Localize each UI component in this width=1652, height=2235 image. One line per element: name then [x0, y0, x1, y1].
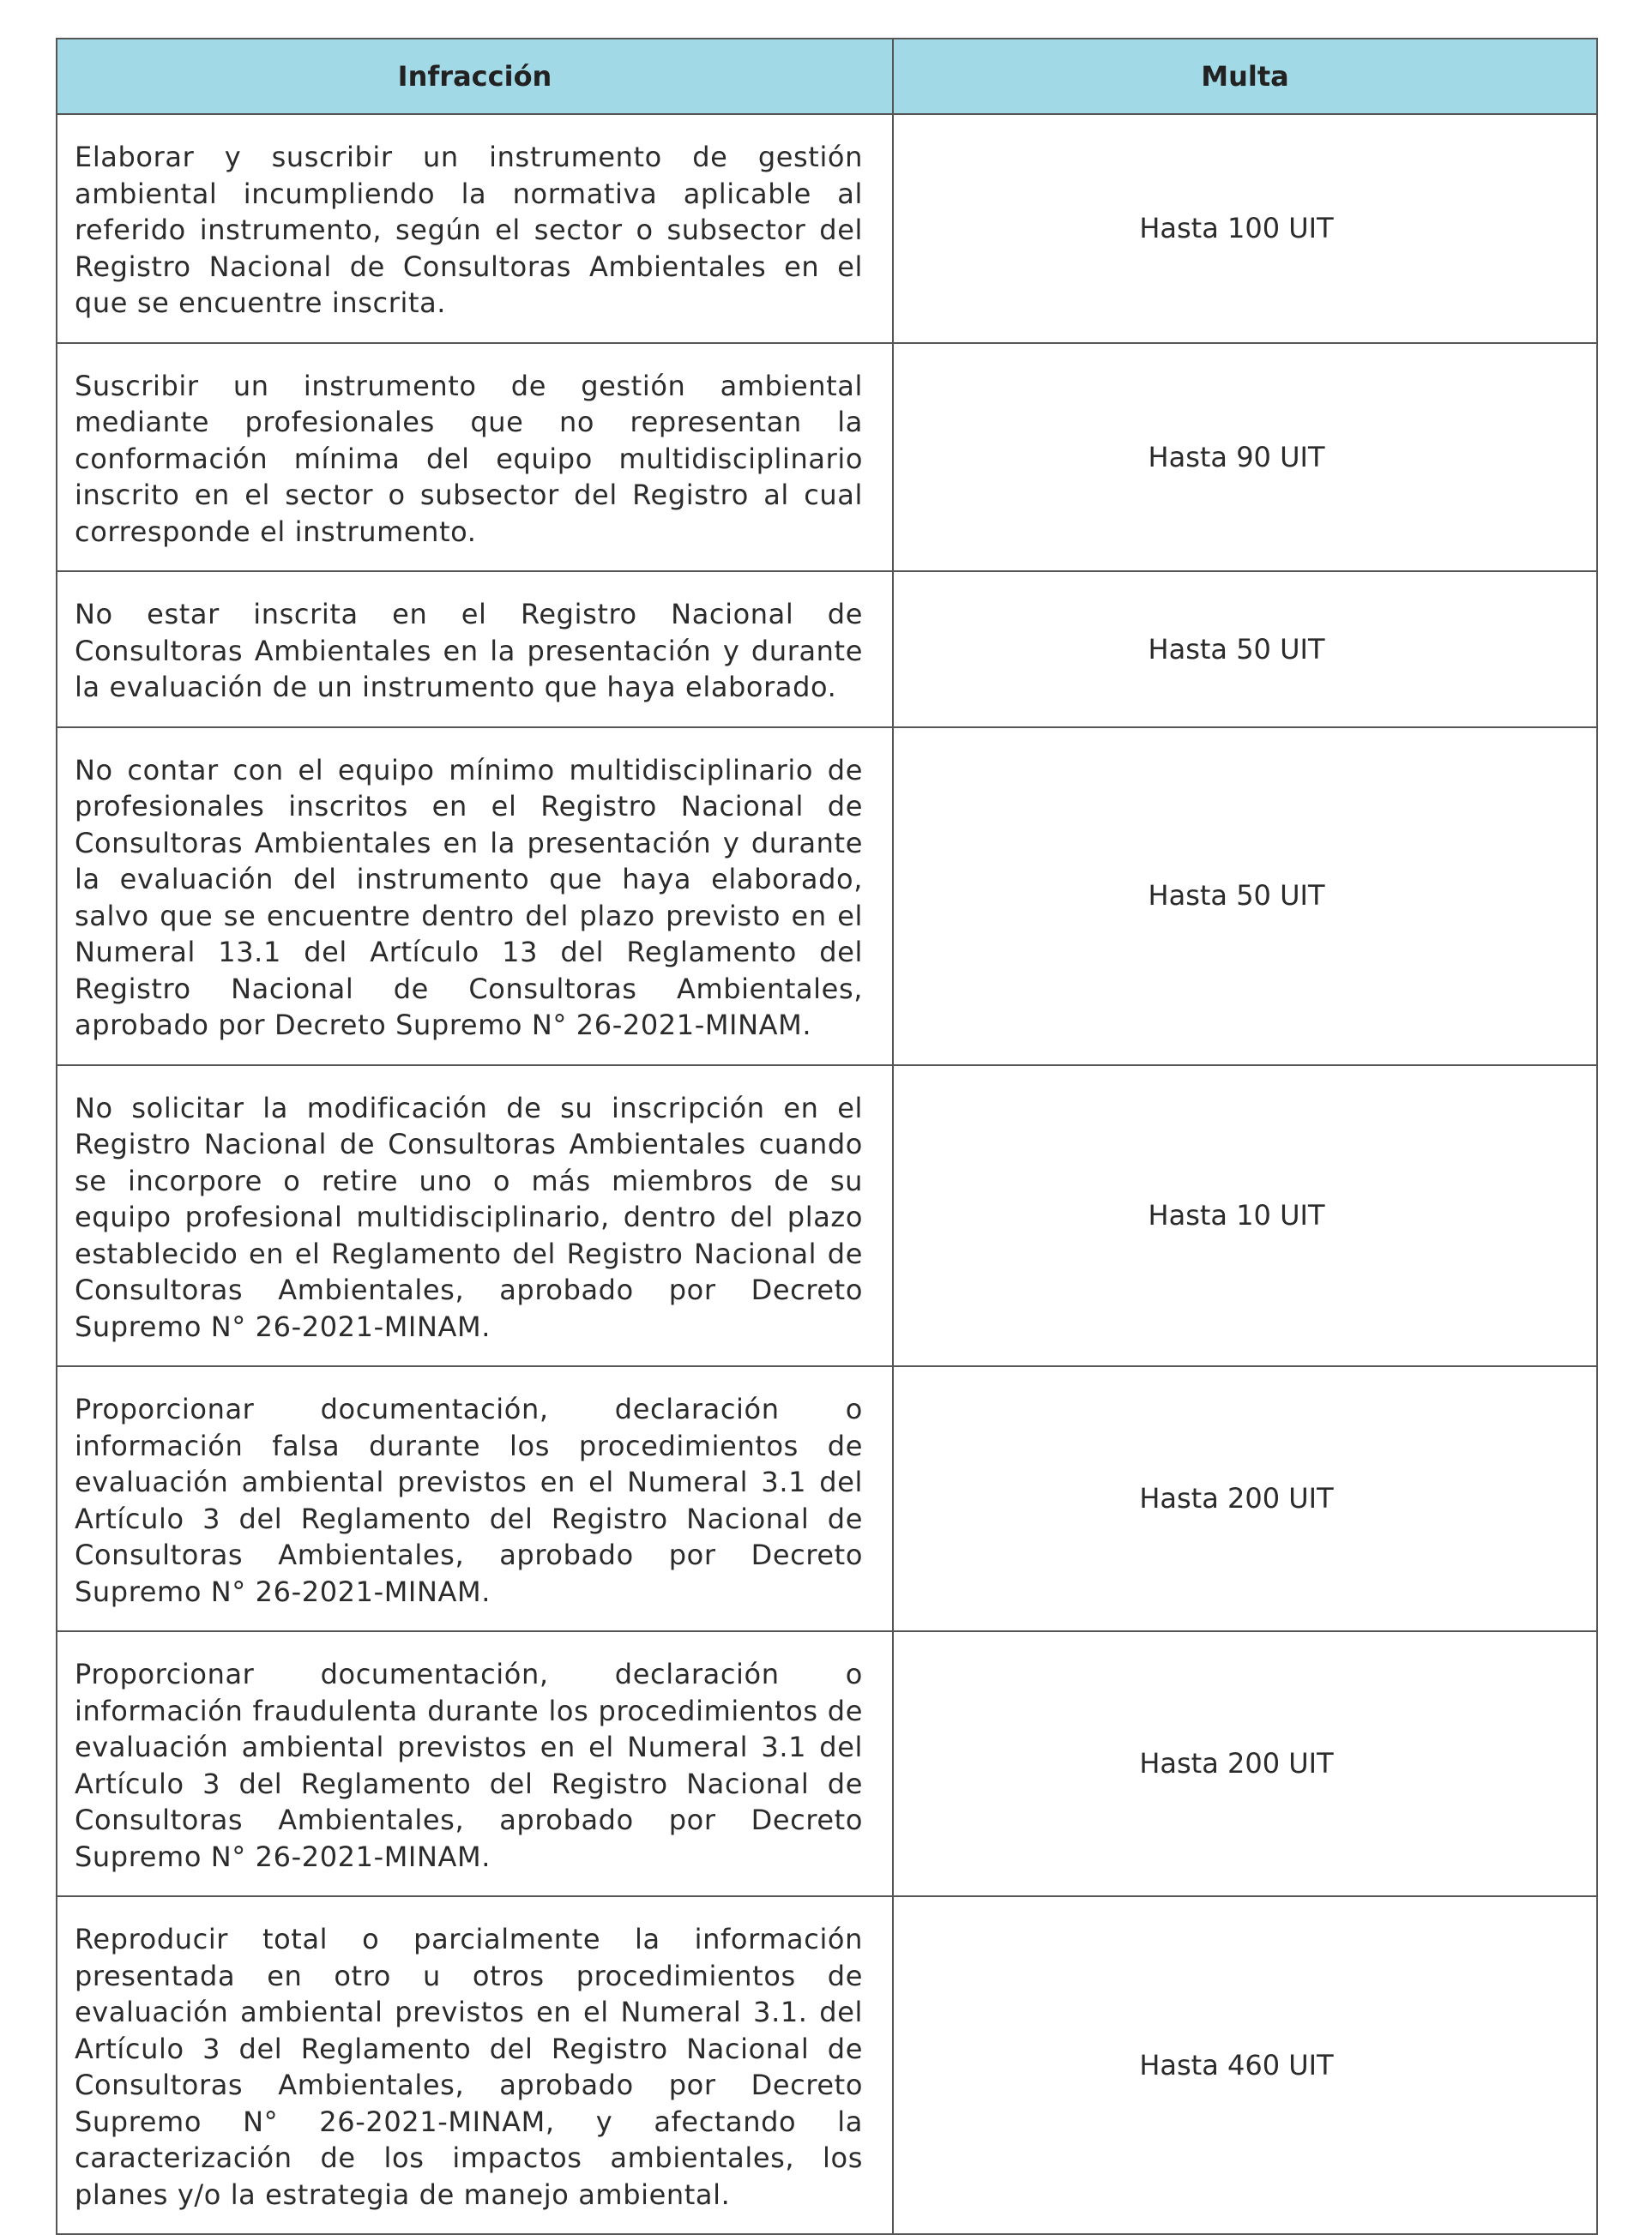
fine-cell: Hasta 200 UIT: [893, 1631, 1597, 1896]
infraction-text: Elaborar y suscribir un instrumento de gestión ambiental incumpliendo la normativa aplicable al referido instrumento, según el sector o subsector del Registro Nacional de Consultoras Ambientales en el que se encuentre inscrita.: [75, 141, 863, 319]
infraction-text: No contar con el equipo mínimo multidisciplinario de profesionales inscritos en el Registro Nacional de Consultoras Ambientales en la presentación y durante la evaluación del instrumento que haya elaborado, salvo que se encuentre dentro del plazo previsto en el Numeral 13.1 del Artículo 13 del Reglamento del Registro Nacional de Consultoras Ambientales, aprobado por Decreto Supremo N° 26-2021-MINAM.: [75, 753, 863, 1041]
table-row: [57, 1065, 1597, 1367]
infraction-cell: [57, 1366, 893, 1631]
fine-column-header: Multa: [893, 39, 1597, 114]
fine-cell: Hasta 50 UIT: [893, 571, 1597, 727]
fine-cell: Hasta 10 UIT: [893, 1065, 1597, 1367]
infraction-cell: [57, 571, 893, 727]
fine-cell: Hasta 50 UIT: [893, 727, 1597, 1065]
table-row: [57, 727, 1597, 1065]
infraction-cell: [57, 1631, 893, 1896]
infraction-column-header: Infracción: [57, 39, 893, 114]
table-row: [57, 114, 1597, 343]
fine-cell: Hasta 100 UIT: [893, 114, 1597, 343]
infraction-cell: [57, 1065, 893, 1367]
infraction-text: Proporcionar documentación, declaración o información falsa durante los procedimientos de evaluación ambiental previstos en el Numeral 3.1 del Artículo 3 del Reglamento del Registro Nacional de Consultoras Ambientales, aprobado por Decreto Supremo N° 26-2021-MINAM.: [75, 1393, 863, 1608]
table-row: [57, 1631, 1597, 1896]
table-row: [57, 1366, 1597, 1631]
fine-cell: Hasta 460 UIT: [893, 1896, 1597, 2234]
infraction-text: Proporcionar documentación, declaración o información fraudulenta durante los procedimientos de evaluación ambiental previstos en el Numeral 3.1 del Artículo 3 del Reglamento del Registro Nacional de Consultoras Ambientales, aprobado por Decreto Supremo N° 26-2021-MINAM.: [75, 1658, 863, 1873]
sanctions-table: [56, 38, 1598, 2235]
table-row: [57, 571, 1597, 727]
infraction-cell: [57, 343, 893, 572]
infraction-text: No solicitar la modificación de su inscripción en el Registro Nacional de Consultoras Ambientales cuando se incorpore o retire uno o más miembros de su equipo profesional multidisciplinario, dentro del plazo establecido en el Reglamento del Registro Nacional de Consultoras Ambientales, aprobado por Decreto Supremo N° 26-2021-MINAM.: [75, 1091, 863, 1343]
table-header-row: [57, 39, 1597, 114]
fine-cell: Hasta 200 UIT: [893, 1366, 1597, 1631]
infraction-text: No estar inscrita en el Registro Nacional de Consultoras Ambientales en la presentación y durante la evaluación de un instrumento que haya elaborado.: [75, 598, 863, 703]
infraction-cell: [57, 727, 893, 1065]
infraction-cell: [57, 1896, 893, 2234]
table-row: [57, 1896, 1597, 2234]
fine-cell: Hasta 90 UIT: [893, 343, 1597, 572]
table-row: [57, 343, 1597, 572]
infraction-text: Reproducir total o parcialmente la información presentada en otro u otros procedimientos de evaluación ambiental previstos en el Numeral 3.1. del Artículo 3 del Reglamento del Registro Nacional de Consultoras Ambientales, aprobado por Decreto Supremo N° 26-2021-MINAM, y afectando la caracterización de los impactos ambientales, los planes y/o la estrategia de manejo ambiental.: [75, 1923, 863, 2211]
infraction-text: Suscribir un instrumento de gestión ambiental mediante profesionales que no representan la conformación mínima del equipo multidisciplinario inscrito en el sector o subsector del Registro al cual corresponde el instrumento.: [75, 369, 863, 548]
infraction-cell: [57, 114, 893, 343]
